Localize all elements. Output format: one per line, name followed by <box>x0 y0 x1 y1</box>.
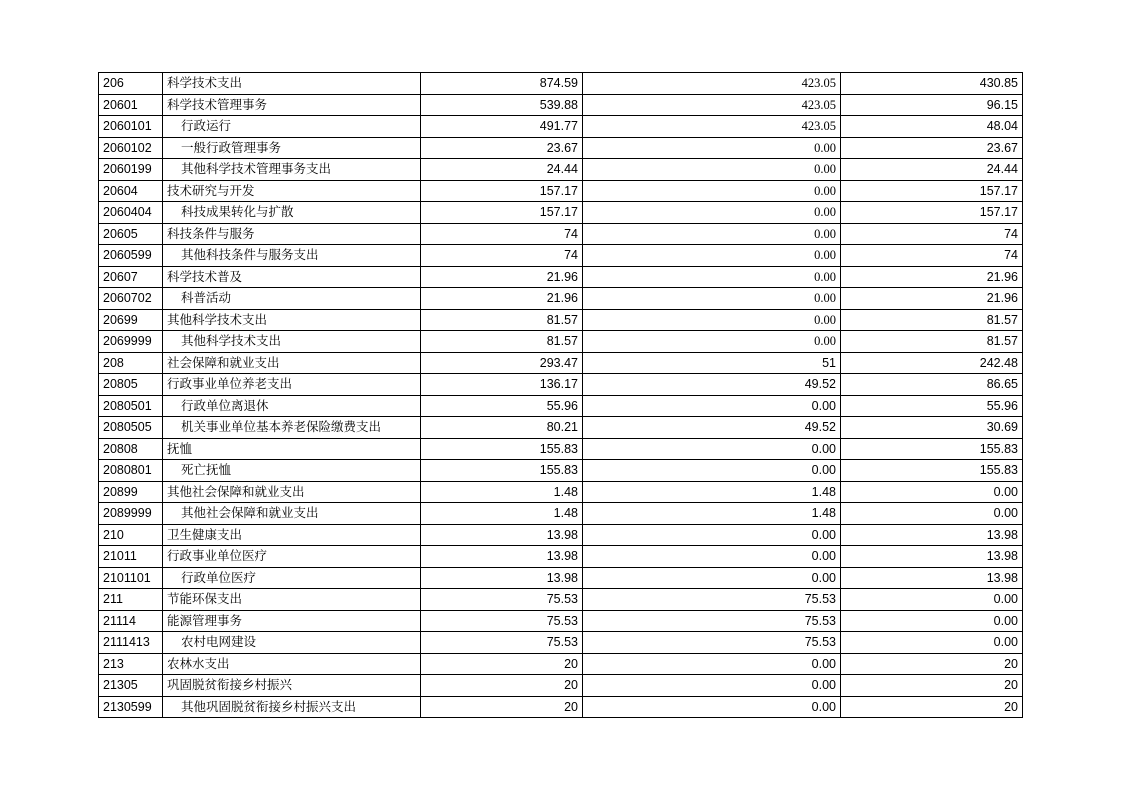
total-cell: 155.83 <box>421 460 583 482</box>
subject-name-cell: 科学技术管理事务 <box>163 94 421 116</box>
table-row <box>99 223 1023 245</box>
table-row <box>99 116 1023 138</box>
subject-name-cell: 行政事业单位养老支出 <box>163 374 421 396</box>
total-cell: 293.47 <box>421 352 583 374</box>
subject-name-cell: 其他社会保障和就业支出 <box>163 503 421 525</box>
subject-name-cell: 节能环保支出 <box>163 589 421 611</box>
table-row <box>99 94 1023 116</box>
basic-expenditure-cell: 0.00 <box>583 137 841 159</box>
total-cell: 20 <box>421 696 583 718</box>
basic-expenditure-cell: 0.00 <box>583 180 841 202</box>
total-cell: 74 <box>421 223 583 245</box>
subject-name-cell: 一般行政管理事务 <box>163 137 421 159</box>
subject-code-cell: 213 <box>99 653 163 675</box>
project-expenditure-cell: 155.83 <box>841 460 1023 482</box>
table-row <box>99 395 1023 417</box>
table-row <box>99 438 1023 460</box>
project-expenditure-cell: 0.00 <box>841 481 1023 503</box>
subject-name-cell: 农林水支出 <box>163 653 421 675</box>
basic-expenditure-cell: 0.00 <box>583 653 841 675</box>
total-cell: 74 <box>421 245 583 267</box>
total-cell: 13.98 <box>421 546 583 568</box>
table-row <box>99 137 1023 159</box>
basic-expenditure-cell: 49.52 <box>583 374 841 396</box>
table-row <box>99 417 1023 439</box>
basic-expenditure-cell: 0.00 <box>583 546 841 568</box>
subject-name-cell: 能源管理事务 <box>163 610 421 632</box>
total-cell: 75.53 <box>421 589 583 611</box>
total-cell: 80.21 <box>421 417 583 439</box>
project-expenditure-cell: 13.98 <box>841 546 1023 568</box>
total-cell: 75.53 <box>421 632 583 654</box>
basic-expenditure-cell: 0.00 <box>583 438 841 460</box>
subject-code-cell: 21011 <box>99 546 163 568</box>
subject-name-cell: 行政单位离退休 <box>163 395 421 417</box>
basic-expenditure-cell: 0.00 <box>583 202 841 224</box>
total-cell: 81.57 <box>421 331 583 353</box>
subject-name-cell: 卫生健康支出 <box>163 524 421 546</box>
subject-code-cell: 20899 <box>99 481 163 503</box>
table-row <box>99 331 1023 353</box>
table-row <box>99 653 1023 675</box>
total-cell: 55.96 <box>421 395 583 417</box>
subject-name-cell: 行政单位医疗 <box>163 567 421 589</box>
total-cell: 21.96 <box>421 266 583 288</box>
total-cell: 157.17 <box>421 180 583 202</box>
subject-code-cell: 2060101 <box>99 116 163 138</box>
project-expenditure-cell: 0.00 <box>841 632 1023 654</box>
project-expenditure-cell: 13.98 <box>841 524 1023 546</box>
basic-expenditure-cell: 0.00 <box>583 567 841 589</box>
subject-name-cell: 机关事业单位基本养老保险缴费支出 <box>163 417 421 439</box>
table-row <box>99 266 1023 288</box>
project-expenditure-cell: 21.96 <box>841 288 1023 310</box>
subject-code-cell: 2111413 <box>99 632 163 654</box>
basic-expenditure-cell: 1.48 <box>583 503 841 525</box>
project-expenditure-cell: 20 <box>841 675 1023 697</box>
subject-code-cell: 2060199 <box>99 159 163 181</box>
table-body <box>99 73 1023 718</box>
basic-expenditure-cell: 0.00 <box>583 696 841 718</box>
subject-code-cell: 21114 <box>99 610 163 632</box>
project-expenditure-cell: 81.57 <box>841 331 1023 353</box>
subject-code-cell: 2060702 <box>99 288 163 310</box>
subject-code-cell: 20808 <box>99 438 163 460</box>
subject-name-cell: 科学技术普及 <box>163 266 421 288</box>
total-cell: 21.96 <box>421 288 583 310</box>
subject-name-cell: 其他科学技术支出 <box>163 331 421 353</box>
total-cell: 491.77 <box>421 116 583 138</box>
project-expenditure-cell: 24.44 <box>841 159 1023 181</box>
subject-code-cell: 206 <box>99 73 163 95</box>
project-expenditure-cell: 20 <box>841 696 1023 718</box>
table-row <box>99 610 1023 632</box>
total-cell: 1.48 <box>421 503 583 525</box>
table-row <box>99 481 1023 503</box>
total-cell: 136.17 <box>421 374 583 396</box>
project-expenditure-cell: 20 <box>841 653 1023 675</box>
subject-code-cell: 20605 <box>99 223 163 245</box>
table-row <box>99 632 1023 654</box>
total-cell: 81.57 <box>421 309 583 331</box>
project-expenditure-cell: 55.96 <box>841 395 1023 417</box>
subject-code-cell: 2080501 <box>99 395 163 417</box>
subject-code-cell: 21305 <box>99 675 163 697</box>
basic-expenditure-cell: 0.00 <box>583 331 841 353</box>
subject-code-cell: 2130599 <box>99 696 163 718</box>
basic-expenditure-cell: 75.53 <box>583 610 841 632</box>
table-row <box>99 460 1023 482</box>
basic-expenditure-cell: 1.48 <box>583 481 841 503</box>
total-cell: 539.88 <box>421 94 583 116</box>
table-row <box>99 245 1023 267</box>
project-expenditure-cell: 13.98 <box>841 567 1023 589</box>
basic-expenditure-cell: 51 <box>583 352 841 374</box>
total-cell: 874.59 <box>421 73 583 95</box>
subject-code-cell: 2060404 <box>99 202 163 224</box>
subject-name-cell: 巩固脱贫衔接乡村振兴 <box>163 675 421 697</box>
subject-name-cell: 科学技术支出 <box>163 73 421 95</box>
subject-name-cell: 农村电网建设 <box>163 632 421 654</box>
basic-expenditure-cell: 0.00 <box>583 159 841 181</box>
subject-name-cell: 抚恤 <box>163 438 421 460</box>
basic-expenditure-cell: 49.52 <box>583 417 841 439</box>
project-expenditure-cell: 81.57 <box>841 309 1023 331</box>
subject-code-cell: 210 <box>99 524 163 546</box>
basic-expenditure-cell: 0.00 <box>583 675 841 697</box>
table-row <box>99 374 1023 396</box>
table-row <box>99 288 1023 310</box>
total-cell: 155.83 <box>421 438 583 460</box>
subject-code-cell: 2080505 <box>99 417 163 439</box>
subject-name-cell: 其他科技条件与服务支出 <box>163 245 421 267</box>
basic-expenditure-cell: 75.53 <box>583 632 841 654</box>
basic-expenditure-cell: 75.53 <box>583 589 841 611</box>
expenditure-table <box>98 72 1023 718</box>
project-expenditure-cell: 157.17 <box>841 180 1023 202</box>
total-cell: 13.98 <box>421 567 583 589</box>
project-expenditure-cell: 74 <box>841 223 1023 245</box>
project-expenditure-cell: 21.96 <box>841 266 1023 288</box>
project-expenditure-cell: 0.00 <box>841 503 1023 525</box>
table-row <box>99 589 1023 611</box>
subject-code-cell: 2060102 <box>99 137 163 159</box>
table-row <box>99 73 1023 95</box>
total-cell: 23.67 <box>421 137 583 159</box>
table-row <box>99 180 1023 202</box>
subject-name-cell: 行政事业单位医疗 <box>163 546 421 568</box>
subject-name-cell: 科技成果转化与扩散 <box>163 202 421 224</box>
table-row <box>99 159 1023 181</box>
total-cell: 24.44 <box>421 159 583 181</box>
project-expenditure-cell: 23.67 <box>841 137 1023 159</box>
project-expenditure-cell: 0.00 <box>841 610 1023 632</box>
subject-code-cell: 20604 <box>99 180 163 202</box>
basic-expenditure-cell: 423.05 <box>583 116 841 138</box>
basic-expenditure-cell: 423.05 <box>583 94 841 116</box>
basic-expenditure-cell: 0.00 <box>583 245 841 267</box>
basic-expenditure-cell: 0.00 <box>583 266 841 288</box>
total-cell: 157.17 <box>421 202 583 224</box>
basic-expenditure-cell: 0.00 <box>583 288 841 310</box>
total-cell: 20 <box>421 653 583 675</box>
basic-expenditure-cell: 0.00 <box>583 309 841 331</box>
subject-name-cell: 其他社会保障和就业支出 <box>163 481 421 503</box>
project-expenditure-cell: 86.65 <box>841 374 1023 396</box>
total-cell: 1.48 <box>421 481 583 503</box>
table-row <box>99 567 1023 589</box>
subject-name-cell: 其他科学技术支出 <box>163 309 421 331</box>
subject-code-cell: 2089999 <box>99 503 163 525</box>
subject-code-cell: 20699 <box>99 309 163 331</box>
total-cell: 75.53 <box>421 610 583 632</box>
subject-code-cell: 2080801 <box>99 460 163 482</box>
basic-expenditure-cell: 0.00 <box>583 395 841 417</box>
basic-expenditure-cell: 423.05 <box>583 73 841 95</box>
subject-name-cell: 其他巩固脱贫衔接乡村振兴支出 <box>163 696 421 718</box>
table-row <box>99 309 1023 331</box>
project-expenditure-cell: 155.83 <box>841 438 1023 460</box>
project-expenditure-cell: 242.48 <box>841 352 1023 374</box>
subject-code-cell: 20601 <box>99 94 163 116</box>
table-row <box>99 352 1023 374</box>
basic-expenditure-cell: 0.00 <box>583 460 841 482</box>
total-cell: 20 <box>421 675 583 697</box>
table-row <box>99 503 1023 525</box>
project-expenditure-cell: 48.04 <box>841 116 1023 138</box>
subject-code-cell: 2060599 <box>99 245 163 267</box>
subject-name-cell: 科技条件与服务 <box>163 223 421 245</box>
project-expenditure-cell: 430.85 <box>841 73 1023 95</box>
subject-code-cell: 20607 <box>99 266 163 288</box>
subject-code-cell: 208 <box>99 352 163 374</box>
basic-expenditure-cell: 0.00 <box>583 223 841 245</box>
total-cell: 13.98 <box>421 524 583 546</box>
subject-code-cell: 20805 <box>99 374 163 396</box>
subject-name-cell: 社会保障和就业支出 <box>163 352 421 374</box>
subject-code-cell: 211 <box>99 589 163 611</box>
project-expenditure-cell: 96.15 <box>841 94 1023 116</box>
subject-name-cell: 技术研究与开发 <box>163 180 421 202</box>
project-expenditure-cell: 157.17 <box>841 202 1023 224</box>
basic-expenditure-cell: 0.00 <box>583 524 841 546</box>
table-row <box>99 546 1023 568</box>
project-expenditure-cell: 0.00 <box>841 589 1023 611</box>
subject-name-cell: 其他科学技术管理事务支出 <box>163 159 421 181</box>
subject-code-cell: 2101101 <box>99 567 163 589</box>
subject-code-cell: 2069999 <box>99 331 163 353</box>
project-expenditure-cell: 74 <box>841 245 1023 267</box>
subject-name-cell: 行政运行 <box>163 116 421 138</box>
project-expenditure-cell: 30.69 <box>841 417 1023 439</box>
subject-name-cell: 死亡抚恤 <box>163 460 421 482</box>
table-row <box>99 524 1023 546</box>
table-row <box>99 696 1023 718</box>
subject-name-cell: 科普活动 <box>163 288 421 310</box>
table-row <box>99 675 1023 697</box>
table-row <box>99 202 1023 224</box>
